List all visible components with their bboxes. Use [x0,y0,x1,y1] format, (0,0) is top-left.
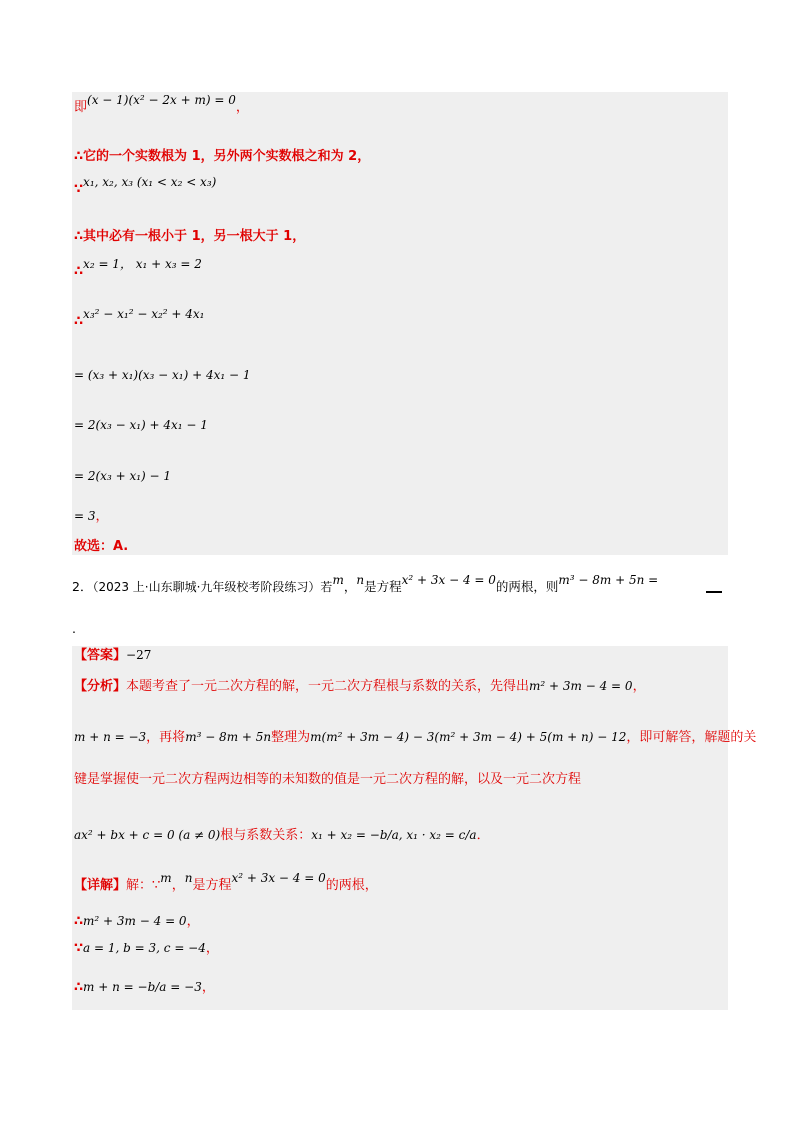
line-10-math: = 3 [74,509,96,523]
analysis-2-text-3: ，即可解答，解题的关 [626,730,757,745]
detail-4-suffix: ， [201,980,215,995]
question-equation: x² + 3x − 4 = 0 [401,573,496,587]
analysis-2-math-2: m³ − 8m + 5n [185,730,272,744]
question-var-n: n [356,573,365,587]
analysis-text: 本题考查了一元二次方程的解，一元二次方程根与系数的关系，先得出 [126,679,530,694]
detail-label: 【详解】 [74,878,127,893]
analysis-comma: ， [632,679,646,694]
line-5-prefix: ∴ [74,264,84,279]
analysis-2-math-1: m + n = −3 [74,730,147,744]
answer-blank [706,591,722,593]
question-mid: 是方程 [364,579,402,594]
analysis-line-2 [74,728,756,747]
detail-2-suffix: ， [186,914,200,929]
detail-end: 的两根， [325,878,378,893]
analysis-line-3: 键是掌握使一元二次方程两边相等的未知数的值是一元二次方程的解，以及一元二次方程 [74,772,582,787]
analysis-2-math-3: m(m² + 3m − 4) − 3(m² + 3m − 4) + 5(m + n) − 12 [310,730,627,744]
detail-line-1 [74,871,378,895]
detail-sep: ， [171,878,185,893]
line-6 [74,307,205,331]
analysis-line-4 [74,826,490,845]
line-3 [74,175,217,199]
question-mid2: 的两根，则 [495,579,559,594]
answer-label: 【答案】 [74,648,127,663]
line-4: ∴其中必有一根小于 1，另一根大于 1， [74,229,306,244]
line-1 [74,93,249,117]
detail-2-prefix: ∴ [74,914,84,929]
detail-4-math: m + n = −b/a = −3 [83,980,202,994]
analysis-label: 【分析】 [74,679,127,694]
answer-line [74,646,151,665]
line-3-math: x₁, x₂, x₃ (x₁ < x₂ < x₃) [83,175,217,189]
line-2: ∴它的一个实数根为 1，另外两个实数根之和为 2， [74,149,371,164]
line-10 [74,507,109,526]
question-sep: ， [343,579,357,594]
line-8: = 2(x₃ − x₁) + 4x₁ − 1 [74,418,208,432]
detail-equation: x² + 3x − 4 = 0 [231,871,326,885]
detail-line-4 [74,978,215,997]
analysis-math-1: m² + 3m − 4 = 0 [529,679,633,693]
detail-3-math: a = 1, b = 3, c = −4 [83,941,206,955]
line-6-math: x₃² − x₁² − x₂² + 4x₁ [83,307,205,321]
line-5-math: x₂ = 1， x₁ + x₃ = 2 [83,257,202,271]
line-7: = (x₃ + x₁)(x₃ − x₁) + 4x₁ − 1 [74,368,251,382]
detail-var-n: n [184,871,193,885]
detail-4-prefix: ∴ [74,980,84,995]
line-1-suffix: ， [235,100,249,115]
line-11: 故选：A. [74,539,129,554]
detail-var-m: m [160,871,172,885]
analysis-4-text: 根与系数关系： [220,828,312,843]
detail-text: 解：∵ [126,878,161,893]
analysis-4-end: ． [476,828,490,843]
question-expr: m³ − 8m + 5n = [558,573,659,587]
analysis-4-math-2: x₁ + x₂ = −b/a, x₁ · x₂ = c/a [311,828,477,842]
detail-2-math: m² + 3m − 4 = 0 [83,914,187,928]
question-2 [72,573,659,596]
line-1-math: (x − 1)(x² − 2x + m) = 0 [87,93,236,107]
analysis-2-text-2: 整理为 [271,730,311,745]
line-5 [74,257,202,281]
line-6-prefix: ∴ [74,314,84,329]
detail-mid: 是方程 [192,878,232,893]
detail-3-suffix: ， [205,941,219,956]
analysis-line-1 [74,677,646,696]
question-end: . [72,621,76,636]
line-1-prefix: 即 [74,100,88,115]
detail-line-3 [74,939,219,958]
question-number: 2． [72,579,93,594]
line-10-suffix: ， [95,509,109,524]
analysis-2-text-1: ，再将 [146,730,186,745]
answer-value: −27 [126,648,152,662]
analysis-4-math-1: ax² + bx + c = 0 (a ≠ 0) [74,828,221,842]
question-var-m: m [332,573,344,587]
line-3-prefix: ∵ [74,182,84,197]
detail-line-2 [74,912,200,931]
question-source: （2023 上·山东聊城·九年级校考阶段练习）若 [92,580,333,594]
detail-3-prefix: ∵ [74,941,84,956]
line-9: = 2(x₃ + x₁) − 1 [74,469,172,483]
